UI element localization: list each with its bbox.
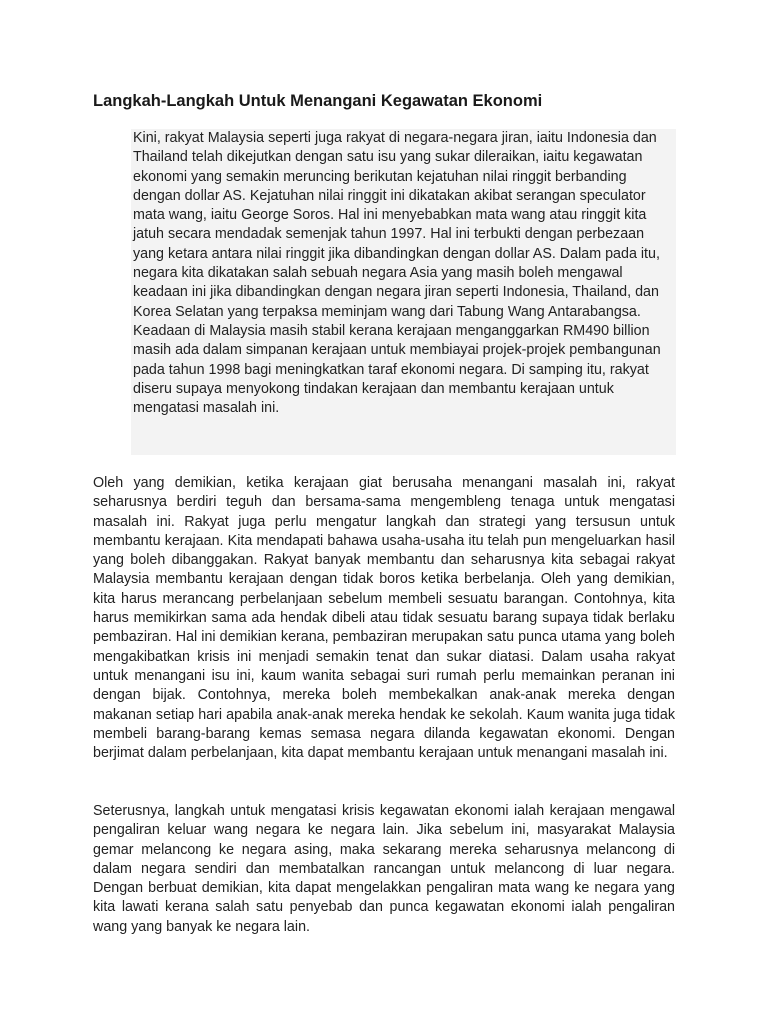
body-paragraph-2: Seterusnya, langkah untuk mengatasi krisis kegawatan ekonomi ialah kerajaan mengawal pengaliran keluar wang negara ke negara lain. Jika sebelum ini, masyarakat Malaysia gemar melancong ke negara asing, maka sekarang mereka seharusnya melancong di dalam negara sendiri dan membatalkan rancangan untuk melancong di luar negara. Dengan berbuat demikian, kita dapat mengelakkan pengaliran mata wang ke negara yang kita lawati kerana salah satu penyebab dan punca kegawatan ekonomi ialah pengaliran wang yang banyak ke negara lain. (93, 803, 675, 935)
document-title: Langkah-Langkah Untuk Menangani Kegawatan Ekonomi (93, 92, 543, 110)
intro-highlight-box (131, 129, 676, 455)
body-paragraph-1: Oleh yang demikian, ketika kerajaan giat berusaha menangani masalah ini, rakyat seharusnya berdiri teguh dan bersama-sama mengembleng tenaga untuk mengatasi masalah ini. Rakyat juga perlu mengatur langkah dan strategi yang tersusun untuk membantu kerajaan. Kita mendapati bahawa usaha-usaha itu telah pun mengeluarkan hasil yang boleh dibanggakan. Rakyat banyak membantu dan seharusnya kita sebagai rakyat Malaysia membantu kerajaan dengan tidak boros ketika berbelanja. Oleh yang demikian, kita harus merancang perbelanjaan sebelum membeli sesuatu barangan. Contohnya, kita harus memikirkan sama ada hendak dibeli atau tidak sesuatu barang supaya tidak berlaku pembaziran. Hal ini demikian kerana, pembaziran merupakan satu punca utama yang boleh mengakibatkan krisis ini menjadi semakin tenat dan sukar diatasi. Dalam usaha rakyat untuk menangani isu ini, kaum wanita sebagai suri rumah perlu memainkan peranan ini dengan bijak. Contohnya, mereka boleh membekalkan anak-anak mereka dengan makanan setiap hari apabila anak-anak mereka hendak ke sekolah. Kaum wanita juga tidak membeli barang-barang kemas semasa negara dilanda kegawatan ekonomi. Dengan berjimat dalam perbelanjaan, kita dapat membantu kerajaan untuk menangani masalah ini. (93, 475, 675, 762)
intro-paragraph: Kini, rakyat Malaysia seperti juga rakyat di negara-negara jiran, iaitu Indonesia dan Thailand telah dikejutkan dengan satu isu yang sukar dileraikan, iaitu kegawatan ekonomi yang semakin meruncing berikutan kejatuhan nilai ringgit berbanding dengan dollar AS. Kejatuhan nilai ringgit ini dikatakan akibat serangan speculator mata wang, iaitu George Soros. Hal ini menyebabkan mata wang atau ringgit kita jatuh secara mendadak semenjak tahun 1997. Hal ini terbukti dengan perbezaan yang ketara antara nilai ringgit jika dibandingkan dengan dollar AS. Dalam pada itu, negara kita dikatakan salah sebuah negara Asia yang masih boleh mengawal keadaan ini jika dibandingkan dengan negara jiran seperti Indonesia, Thailand, dan Korea Selatan yang terpaksa meminjam wang dari Tabung Wang Antarabangsa. Keadaan di Malaysia masih stabil kerana kerajaan menganggarkan RM490 billion masih ada dalam simpanan kerajaan untuk membiayai projek-projek pembangunan pada tahun 1998 bagi meningkatkan taraf ekonomi negara. Di samping itu, rakyat diseru supaya menyokong tindakan kerajaan dan membantu kerajaan untuk mengatasi masalah ini. (133, 130, 661, 417)
